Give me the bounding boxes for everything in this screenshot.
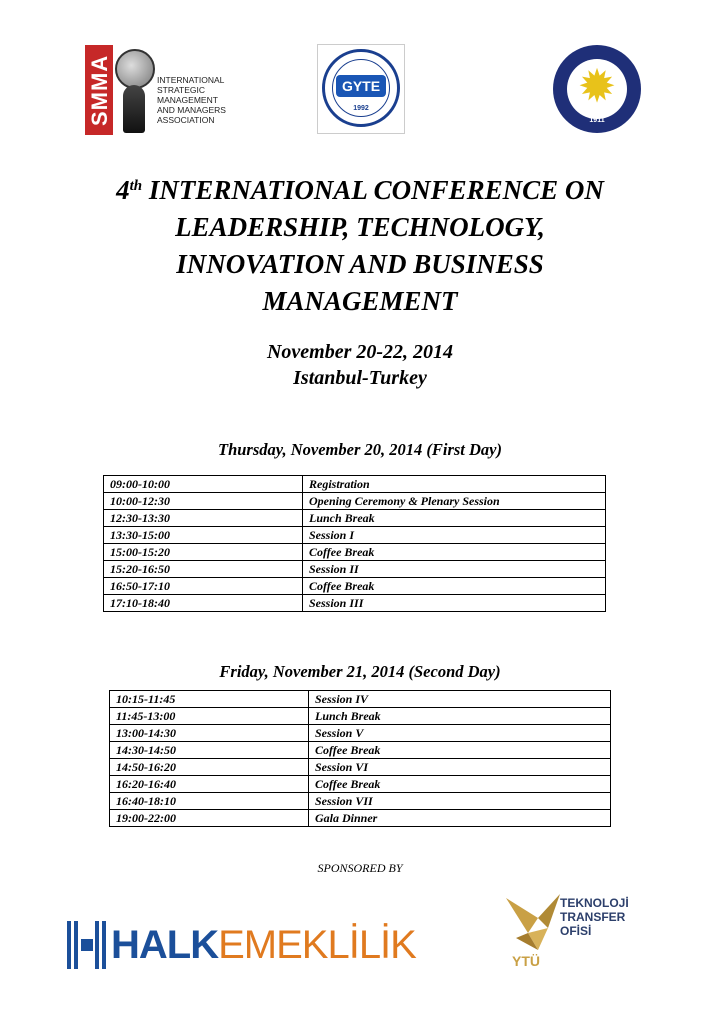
ytu-tto-logo bbox=[498, 888, 630, 970]
schedule-activity: Session III bbox=[303, 595, 606, 612]
schedule-row bbox=[110, 725, 611, 742]
schedule-activity: Gala Dinner bbox=[309, 810, 611, 827]
gyte-year: 1992 bbox=[353, 105, 369, 112]
ytu-seal-logo bbox=[553, 45, 641, 133]
schedule-row bbox=[110, 759, 611, 776]
schedule-row bbox=[110, 810, 611, 827]
schedule-activity: Session II bbox=[303, 561, 606, 578]
schedule-time: 11:45-13:00 bbox=[110, 708, 309, 725]
schedule-activity: Lunch Break bbox=[303, 510, 606, 527]
schedule-time: 16:40-18:10 bbox=[110, 793, 309, 810]
schedule-time: 10:15-11:45 bbox=[110, 691, 309, 708]
schedule-row bbox=[104, 578, 606, 595]
smma-badge: SMMA bbox=[85, 45, 113, 135]
schedule-activity: Coffee Break bbox=[309, 776, 611, 793]
halk-h-icon bbox=[67, 921, 107, 969]
schedule-row bbox=[104, 527, 606, 544]
schedule-row bbox=[104, 561, 606, 578]
title-line-1: INTERNATIONAL CONFERENCE ON bbox=[148, 175, 604, 205]
schedule-time: 09:00-10:00 bbox=[104, 476, 303, 493]
schedule-time: 10:00-12:30 bbox=[104, 493, 303, 510]
schedule-time: 16:20-16:40 bbox=[110, 776, 309, 793]
schedule-time: 17:10-18:40 bbox=[104, 595, 303, 612]
schedule-activity: Session VII bbox=[309, 793, 611, 810]
smma-logo bbox=[85, 45, 235, 137]
halk-emeklilik-logo bbox=[65, 918, 416, 973]
schedule-activity: Lunch Break bbox=[309, 708, 611, 725]
event-location: Istanbul-Turkey bbox=[293, 367, 427, 389]
schedule-row bbox=[110, 691, 611, 708]
gyte-logo bbox=[317, 44, 405, 134]
schedule-activity: Session VI bbox=[309, 759, 611, 776]
schedule-activity: Coffee Break bbox=[309, 742, 611, 759]
schedule-activity: Session IV bbox=[309, 691, 611, 708]
schedule-row bbox=[104, 493, 606, 510]
day1-schedule-table bbox=[103, 475, 606, 612]
schedule-activity: Opening Ceremony & Plenary Session bbox=[303, 493, 606, 510]
ytu-year: 1911 bbox=[589, 117, 605, 124]
schedule-row bbox=[104, 510, 606, 527]
title-ordinal: 4 bbox=[116, 175, 130, 205]
emeklilik-word: EMEKLİLİK bbox=[218, 923, 416, 967]
chess-pawn-icon bbox=[123, 85, 145, 133]
schedule-row bbox=[104, 476, 606, 493]
sponsored-by-label: SPONSORED BY bbox=[317, 861, 403, 875]
schedule-time: 15:00-15:20 bbox=[104, 544, 303, 561]
schedule-time: 14:30-14:50 bbox=[110, 742, 309, 759]
star-icon: ✹ bbox=[577, 61, 617, 112]
smma-association-text: INTERNATIONAL STRATEGIC MANAGEMENT AND MANAGERS ASSOCIATION bbox=[157, 75, 226, 125]
conference-title bbox=[60, 172, 660, 320]
day2-heading: Friday, November 21, 2014 (Second Day) bbox=[219, 662, 501, 681]
schedule-row bbox=[104, 595, 606, 612]
title-line-3: INNOVATION AND BUSINESS bbox=[176, 249, 544, 279]
event-info bbox=[60, 339, 660, 391]
schedule-activity: Registration bbox=[303, 476, 606, 493]
schedule-row bbox=[110, 742, 611, 759]
schedule-time: 19:00-22:00 bbox=[110, 810, 309, 827]
schedule-activity: Session I bbox=[303, 527, 606, 544]
event-dates: November 20-22, 2014 bbox=[266, 341, 454, 363]
tto-mark: YTÜ bbox=[512, 953, 540, 969]
schedule-time: 13:30-15:00 bbox=[104, 527, 303, 544]
schedule-row bbox=[110, 793, 611, 810]
schedule-row bbox=[110, 776, 611, 793]
gyte-name: GYTE bbox=[336, 75, 386, 97]
schedule-time: 16:50-17:10 bbox=[104, 578, 303, 595]
schedule-activity: Coffee Break bbox=[303, 544, 606, 561]
schedule-row bbox=[104, 544, 606, 561]
schedule-time: 12:30-13:30 bbox=[104, 510, 303, 527]
title-ordinal-suffix: th bbox=[129, 178, 143, 194]
tto-text: TEKNOLOJİ TRANSFER OFİSİ bbox=[560, 896, 629, 938]
schedule-time: 13:00-14:30 bbox=[110, 725, 309, 742]
schedule-time: 15:20-16:50 bbox=[104, 561, 303, 578]
day1-heading: Thursday, November 20, 2014 (First Day) bbox=[218, 440, 502, 459]
title-line-4: MANAGEMENT bbox=[262, 286, 458, 316]
origami-bird-icon bbox=[498, 888, 568, 970]
globe-icon bbox=[115, 49, 155, 89]
schedule-activity: Coffee Break bbox=[303, 578, 606, 595]
schedule-time: 14:50-16:20 bbox=[110, 759, 309, 776]
title-line-2: LEADERSHIP, TECHNOLOGY, bbox=[175, 212, 545, 242]
schedule-row bbox=[110, 708, 611, 725]
day2-schedule-table bbox=[109, 690, 611, 827]
halk-word: HALK bbox=[111, 923, 219, 967]
schedule-activity: Session V bbox=[309, 725, 611, 742]
